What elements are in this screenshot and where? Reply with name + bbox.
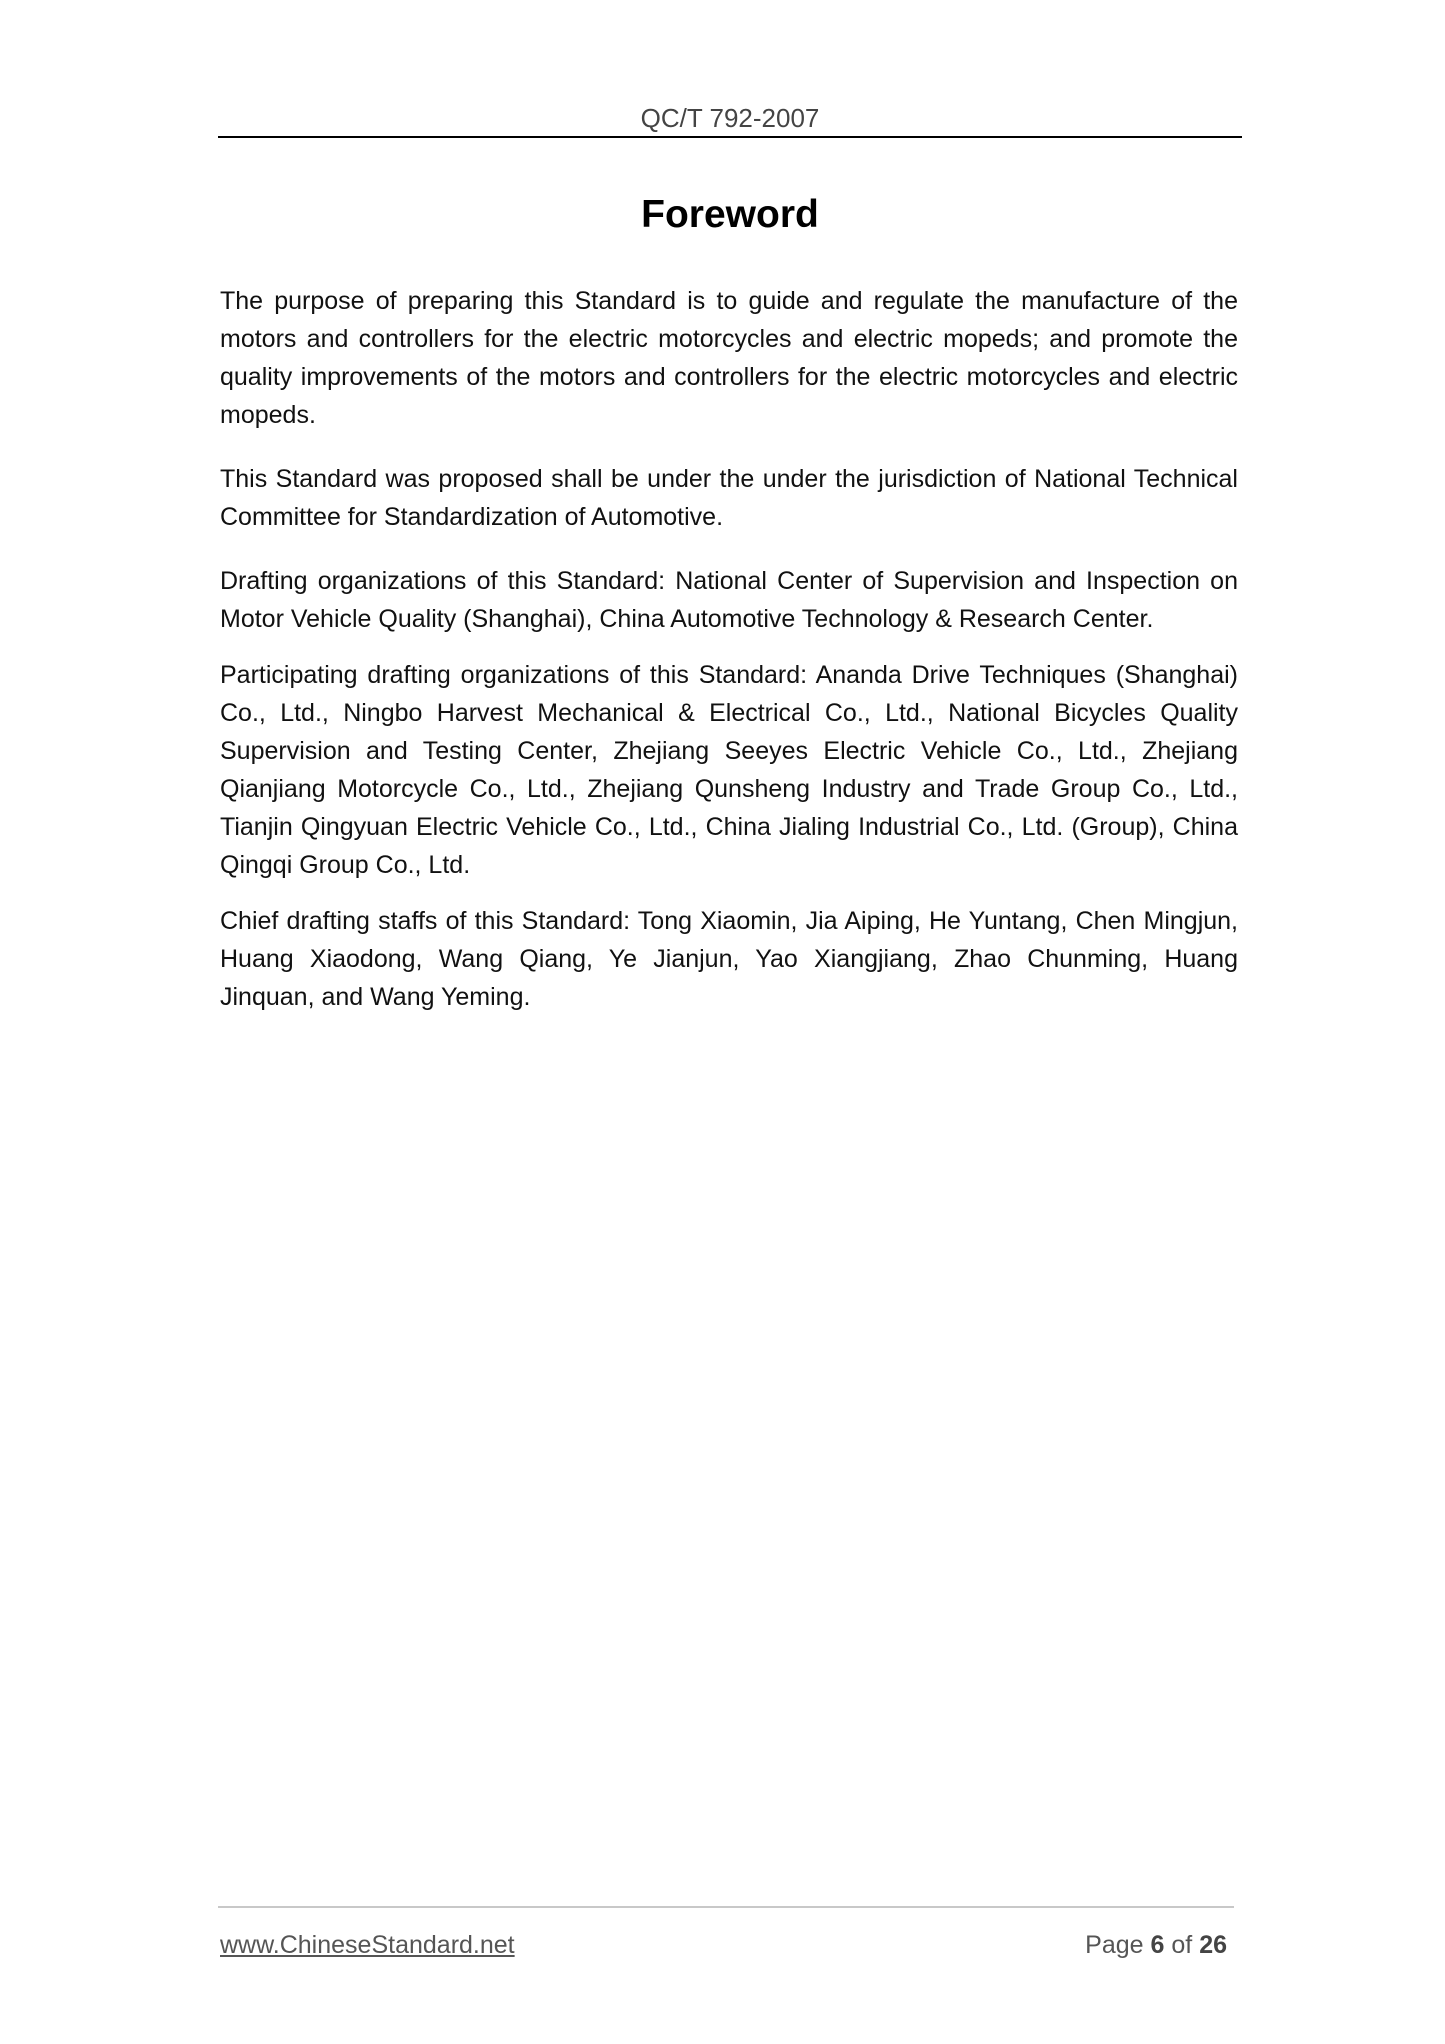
header-divider — [218, 136, 1242, 138]
header-doc-code: QC/T 792-2007 — [640, 103, 820, 133]
page-title: Foreword — [641, 193, 819, 236]
paragraph-chief-drafting-staffs: Chief drafting staffs of this Standard: Tong Xiaomin, Jia Aiping, He Yuntang, Chen Mingjun, Huang Xiaodong, Wang Qiang, Ye Jianjun, Yao Xiangjiang, Zhao Chunming, Huang Jinquan, and Wang Yeming. — [220, 907, 1238, 1011]
foreword-body — [220, 282, 1238, 1042]
page-number — [1085, 1928, 1227, 1962]
page-of: of — [1171, 1931, 1193, 1959]
page-total: 26 — [1199, 1931, 1227, 1959]
page-word: Page — [1085, 1931, 1144, 1959]
paragraph-drafting-organizations: Drafting organizations of this Standard: National Center of Supervision and Inspection on Motor Vehicle Quality (Shanghai), China Automotive Technology & Research Center. — [220, 567, 1238, 633]
footer-divider — [218, 1906, 1234, 1908]
paragraph-purpose: The purpose of preparing this Standard is to guide and regulate the manufacture of the motors and controllers for the electric motorcycles and electric mopeds; and promote the quality improvements of the motors and controllers for the electric motorcycles and electric mopeds. — [220, 287, 1238, 429]
paragraph-participating-organizations: Participating drafting organizations of this Standard: Ananda Drive Techniques (Shanghai) Co., Ltd., Ningbo Harvest Mechanical & Electrical Co., Ltd., National Bicycles Quality Supervision and Testing Center, Zhejiang Seeyes Electric Vehicle Co., Ltd., Zhejiang Qianjiang Motorcycle Co., Ltd., Zhejiang Qunsheng Industry and Trade Group Co., Ltd., Tianjin Qingyuan Electric Vehicle Co., Ltd., China Jialing Industrial Co., Ltd. (Group), China Qingqi Group Co., Ltd. — [220, 661, 1238, 879]
page-current: 6 — [1150, 1931, 1165, 1959]
footer-website-link[interactable]: www.ChineseStandard.net — [220, 1931, 515, 1959]
paragraph-jurisdiction: This Standard was proposed shall be under the under the jurisdiction of National Technical Committee for Standardization of Automotive. — [220, 465, 1238, 531]
